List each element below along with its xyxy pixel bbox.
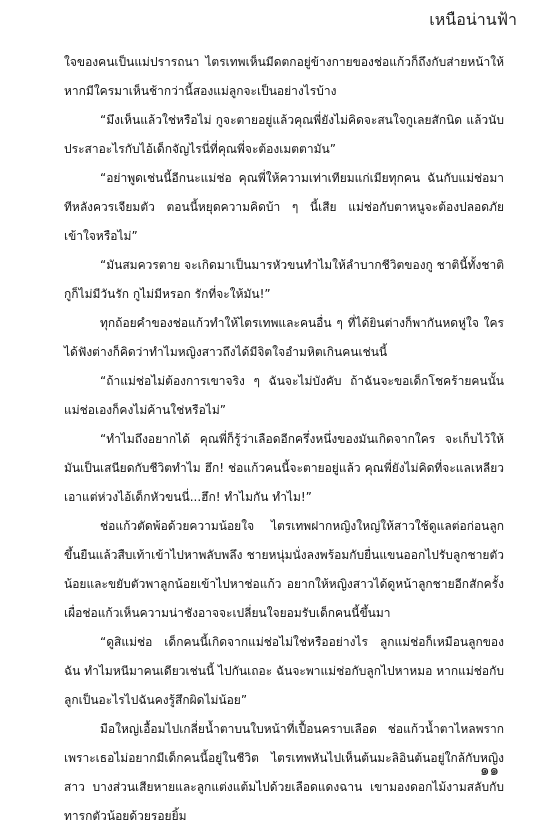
paragraph-9: “ดูสิแม่ช่อ เด็กคนนี้เกิดจากแม่ช่อไม่ใช่หรืออย่างไร ลูกแม่ช่อก็เหมือนลูกของฉัน ทำไมหนีมาคนเดียวเช่นนี้ ไปกันเถอะ ฉันจะพาแม่ช่อกับลูกไปหาหมอ หากแม่ช่อกับลูกเป็นอะไรไปฉันคงรู้สึกผิดไม่น้อย” (64, 635, 504, 707)
paragraph-4: “มันสมควรตาย จะเกิดมาเป็นมารหัวขนทำไมให้ลำบากชีวิตของกู ชาตินี้ทั้งชาติกูก็ไม่มีวันรัก กูไม่มีหรอก รักที่จะให้มัน!” (64, 258, 504, 301)
paragraph-6: “ถ้าแม่ช่อไม่ต้องการเขาจริง ๆ ฉันจะไม่บังคับ ถ้าฉันจะขอเด็กโชคร้ายคนนั้นแม่ช่อเองก็คงไม่ค้านใช่หรือไม่” (64, 374, 504, 417)
page-number: ๑๑ (479, 761, 499, 779)
paragraph-8: ช่อแก้วตัดพ้อด้วยความน้อยใจ ไตรเทพฝากหญิงใหญ่ให้สาวใช้ดูแลต่อก่อนลูกขึ้นยืนแล้วสืบเท้าเข้าไปหาพลับพลึง ชายหนุ่มนั่งลงพร้อมกับยื่นแขนออกไปรับลูกชายตัวน้อยและขยับตัวพาลูกน้อยเข้าไปหาช่อแก้ว อยากให้หญิงสาวได้ดูหน้าลูกชายอีกสักครั้ง เผื่อช่อแก้วเห็นความน่าชังอาจจะเปลี่ยนใจยอมรับเด็กคนนี้ขึ้นมา (64, 519, 504, 620)
body-text (64, 48, 504, 831)
paragraph-10: มือใหญ่เอื้อมไปเกลี่ยน้ำตาบนใบหน้าที่เปื้อนคราบเลือด ช่อแก้วน้ำตาไหลพรากเพราะเธอไม่อยากมีเด็กคนนี้อยู่ในชีวิต ไตรเทพหันไปเห็นต้นมะลิอินต้นอยู่ใกล้กับหญิงสาว บางส่วนเสียหายและลูกแต่งแต้มไปด้วยเลือดแดงฉาน เขามองดอกไม้งามสลับกับทารกตัวน้อยด้วยรอยยิ้ม (64, 722, 504, 823)
paragraph-7: “ทำไมถึงอยากได้ คุณพี่ก็รู้ว่าเลือดอีกครึ่งหนึ่งของมันเกิดจากใคร จะเก็บไว้ให้มันเป็นเสนียดกับชีวิตทำไม ฮึก! ช่อแก้วคนนี้จะตายอยู่แล้ว คุณพี่ยังไม่คิดที่จะแลเหลียว เอาแต่ห่วงไอ้เด็กหัวขนนี่...ฮึก! ทำไมกัน ทำไม!” (64, 432, 504, 504)
paragraph-1: ใจของคนเป็นแม่ปรารถนา ไตรเทพเห็นมีดตกอยู่ข้างกายของช่อแก้วก็ถึงกับส่ายหน้าให้ หากมีใครมาเห็นช้ากว่านี้สองแม่ลูกจะเป็นอย่างไรบ้าง (64, 55, 504, 98)
paragraph-3: “อย่าพูดเช่นนี้อีกนะแม่ช่อ คุณพี่ให้ความเท่าเทียมแก่เมียทุกคน ฉันกับแม่ช่อมาทีหลังควรเจียมตัว ตอนนี้หยุดความคิดบ้า ๆ นี้เสีย แม่ช่อกับตาหนูจะต้องปลอดภัย เข้าใจหรือไม่” (64, 171, 504, 243)
paragraph-2: “มึงเห็นแล้วใช่หรือไม่ กูจะตายอยู่แล้วคุณพี่ยังไม่คิดจะสนใจกูเลยสักนิด แล้วนับประสาอะไรกับไอ้เด็กจัญไรนี่ที่คุณพี่จะต้องเมตตามัน” (64, 113, 504, 156)
paragraph-5: ทุกถ้อยคำของช่อแก้วทำให้ไตรเทพและคนอื่น ๆ ที่ได้ยินต่างก็พากันหดหู่ใจ ใครได้ฟังต่างก็คิดว่าทำไมหญิงสาวถึงได้มีจิตใจอำมหิตเกินคนเช่นนี้ (64, 316, 504, 359)
running-title: เหนือน่านฟ้า (429, 10, 517, 29)
